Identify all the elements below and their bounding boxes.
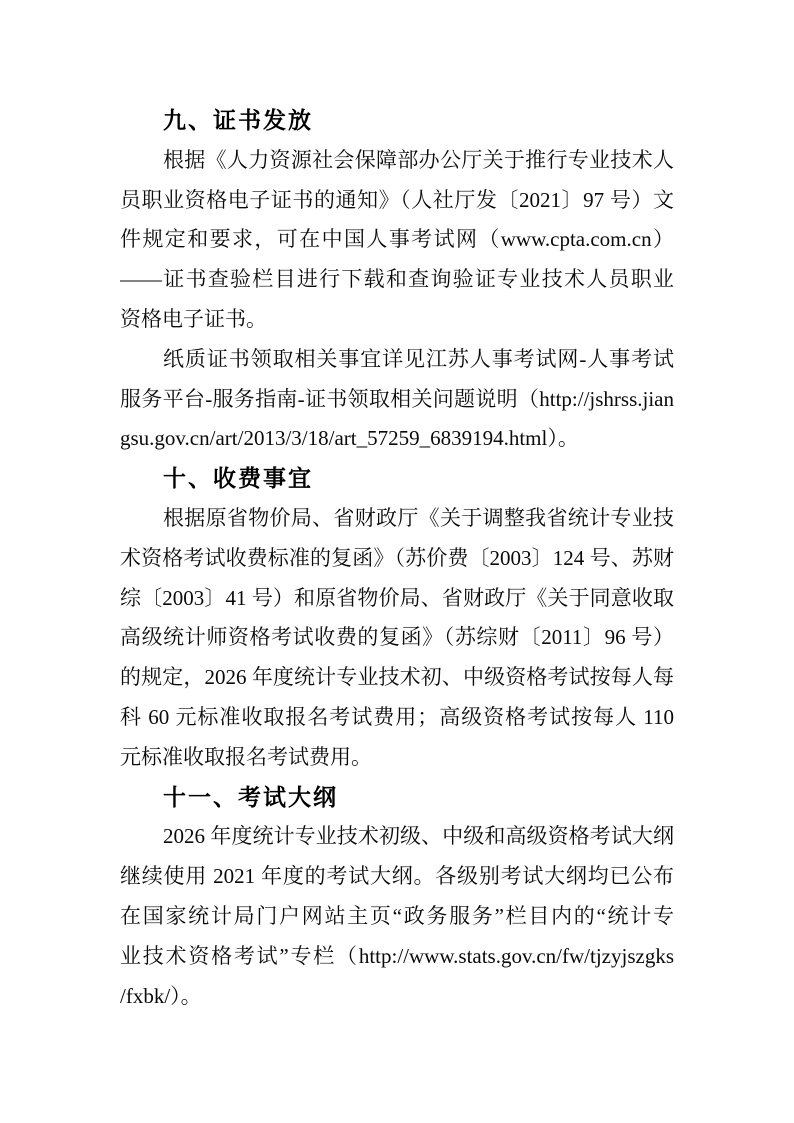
- paragraph-line: 的规定，2026 年度统计专业技术初、中级资格考试按每人每: [120, 665, 674, 690]
- paragraph: [120, 499, 674, 778]
- paragraph-line: 根据《人力资源社会保障部办公厅关于推行专业技术人: [163, 147, 674, 172]
- paragraph-line: 根据原省物价局、省财政厅《关于调整我省统计专业技: [163, 505, 674, 530]
- paragraph: [120, 340, 674, 459]
- paragraph-line: 术资格考试收费标准的复函》（苏价费〔2003〕124 号、苏财: [120, 545, 674, 570]
- section-heading: 九、证书发放: [163, 107, 313, 133]
- section-fees: [120, 459, 674, 777]
- paragraph-line: 在国家统计局门户网站主页“政务服务”栏目内的“统计专: [120, 903, 674, 928]
- paragraph-line: 业技术资格考试”专栏（http://www.stats.gov.cn/fw/tjzyjszgks: [120, 943, 674, 968]
- paragraph-line: 资格电子证书。: [120, 306, 267, 331]
- section-certificate-issuance: [120, 101, 674, 459]
- paragraph-line: 高级统计师资格考试收费的复函》（苏综财〔2011〕96 号）: [120, 625, 674, 650]
- section-heading: 十、收费事宜: [163, 465, 313, 492]
- paragraph-line: 继续使用 2021 年度的考试大纲。各级别考试大纲均已公布: [120, 864, 674, 889]
- paragraph-line: 服务平台-服务指南-证书领取相关问题说明（http://jshrss.jian: [120, 386, 674, 411]
- paragraph-line: gsu.gov.cn/art/2013/3/18/art_57259_6839194.html）。: [120, 426, 579, 451]
- paragraph: [120, 817, 674, 1016]
- paragraph-line: ——证书查验栏目进行下载和查询验证专业技术人员职业: [120, 267, 674, 292]
- paragraph-line: 综〔2003〕41 号）和原省物价局、省财政厅《关于同意收取: [120, 585, 674, 610]
- paragraph: [120, 141, 674, 340]
- paragraph-line: 元标准收取报名考试费用。: [120, 744, 372, 769]
- paragraph-line: /fxbk/）。: [120, 983, 202, 1008]
- section-exam-outline: [120, 778, 674, 1017]
- document-body: [120, 101, 674, 1016]
- paragraph-line: 纸质证书领取相关事宜详见江苏人事考试网-人事考试: [163, 346, 674, 371]
- paragraph-line: 员职业资格电子证书的通知》（人社厅发〔2021〕97 号）文: [120, 187, 674, 212]
- paragraph-line: 科 60 元标准收取报名考试费用；高级资格考试按每人 110: [120, 704, 674, 729]
- paragraph-line: 件规定和要求，可在中国人事考试网（www.cpta.com.cn）: [120, 227, 674, 252]
- paragraph-line: 2026 年度统计专业技术初级、中级和高级资格考试大纲: [163, 824, 674, 849]
- section-heading: 十一、考试大纲: [163, 783, 338, 810]
